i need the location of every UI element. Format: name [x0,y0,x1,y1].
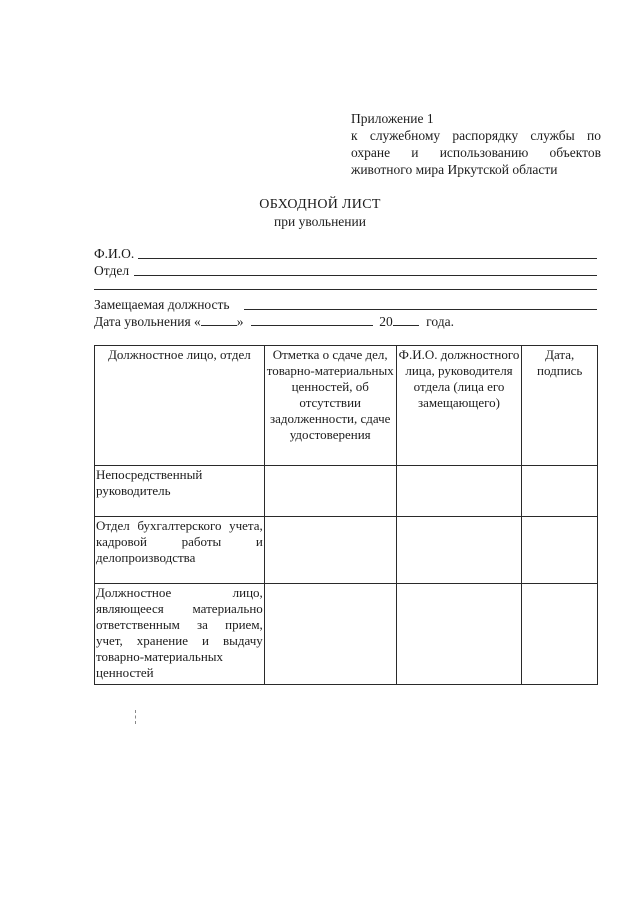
cell-fio[interactable] [396,584,522,685]
dismissal-date-field[interactable] [94,313,454,330]
year-blank [393,313,419,326]
document-title: ОБХОДНОЙ ЛИСТ [259,197,381,212]
clearance-table [94,345,598,685]
row-label-responsible-person: Должностное лицо, являющееся материально ответственным за прием, учет, хранение и выдачу товарно-материальных ценностей [95,584,265,685]
row-label-accounting: Отдел бухгалтерского учета, кадровой работы и делопроизводства [95,517,265,584]
header-official: Должностное лицо, отдел [95,346,265,466]
appendix-line-3: животного мира Иркутской области [351,162,558,177]
header-handover-mark: Отметка о сдаче дел, товарно-материальных ценностей, об отсутствии задолженности, сдаче удостоверения [264,346,396,466]
cell-handover-mark[interactable] [264,584,396,685]
year-suffix: года. [426,314,454,329]
fio-field[interactable] [94,245,597,262]
appendix-line-1: к служебному распорядку службы по [351,128,601,143]
appendix-line-2: охране и использованию объектов [351,145,601,160]
department-continuation-line [94,289,597,290]
cell-date-signature[interactable] [522,584,598,685]
fio-label: Ф.И.О. [94,246,135,261]
fio-blank-line [138,258,597,259]
table-header-row [95,346,598,466]
appendix-note [351,110,601,178]
department-blank-line [134,275,597,276]
quote-close: » [236,314,244,329]
department-field[interactable] [94,262,597,279]
table-row [95,517,598,584]
cell-fio[interactable] [396,517,522,584]
header-date-signature: Дата, подпись [522,346,598,466]
cell-date-signature[interactable] [522,466,598,517]
day-blank [201,313,237,326]
header-fio-official: Ф.И.О. должностного лица, руководителя отдела (лица его замещающего) [396,346,522,466]
row-label-supervisor: Непосредственный руководитель [95,466,265,517]
table-row [95,584,598,685]
appendix-number: Приложение 1 [351,111,434,126]
document-subtitle: при увольнении [274,214,366,229]
year-prefix: 20 [379,314,393,329]
position-label: Замещаемая должность [94,297,230,312]
scan-artifact-mark [135,710,136,724]
cell-handover-mark[interactable] [264,466,396,517]
cell-date-signature[interactable] [522,517,598,584]
department-label: Отдел [94,263,130,278]
cell-fio[interactable] [396,466,522,517]
month-blank [251,313,373,326]
cell-handover-mark[interactable] [264,517,396,584]
table-row [95,466,598,517]
dismissal-date-label: Дата увольнения « [94,314,201,329]
position-blank-line [244,309,597,310]
position-field[interactable] [94,296,597,313]
